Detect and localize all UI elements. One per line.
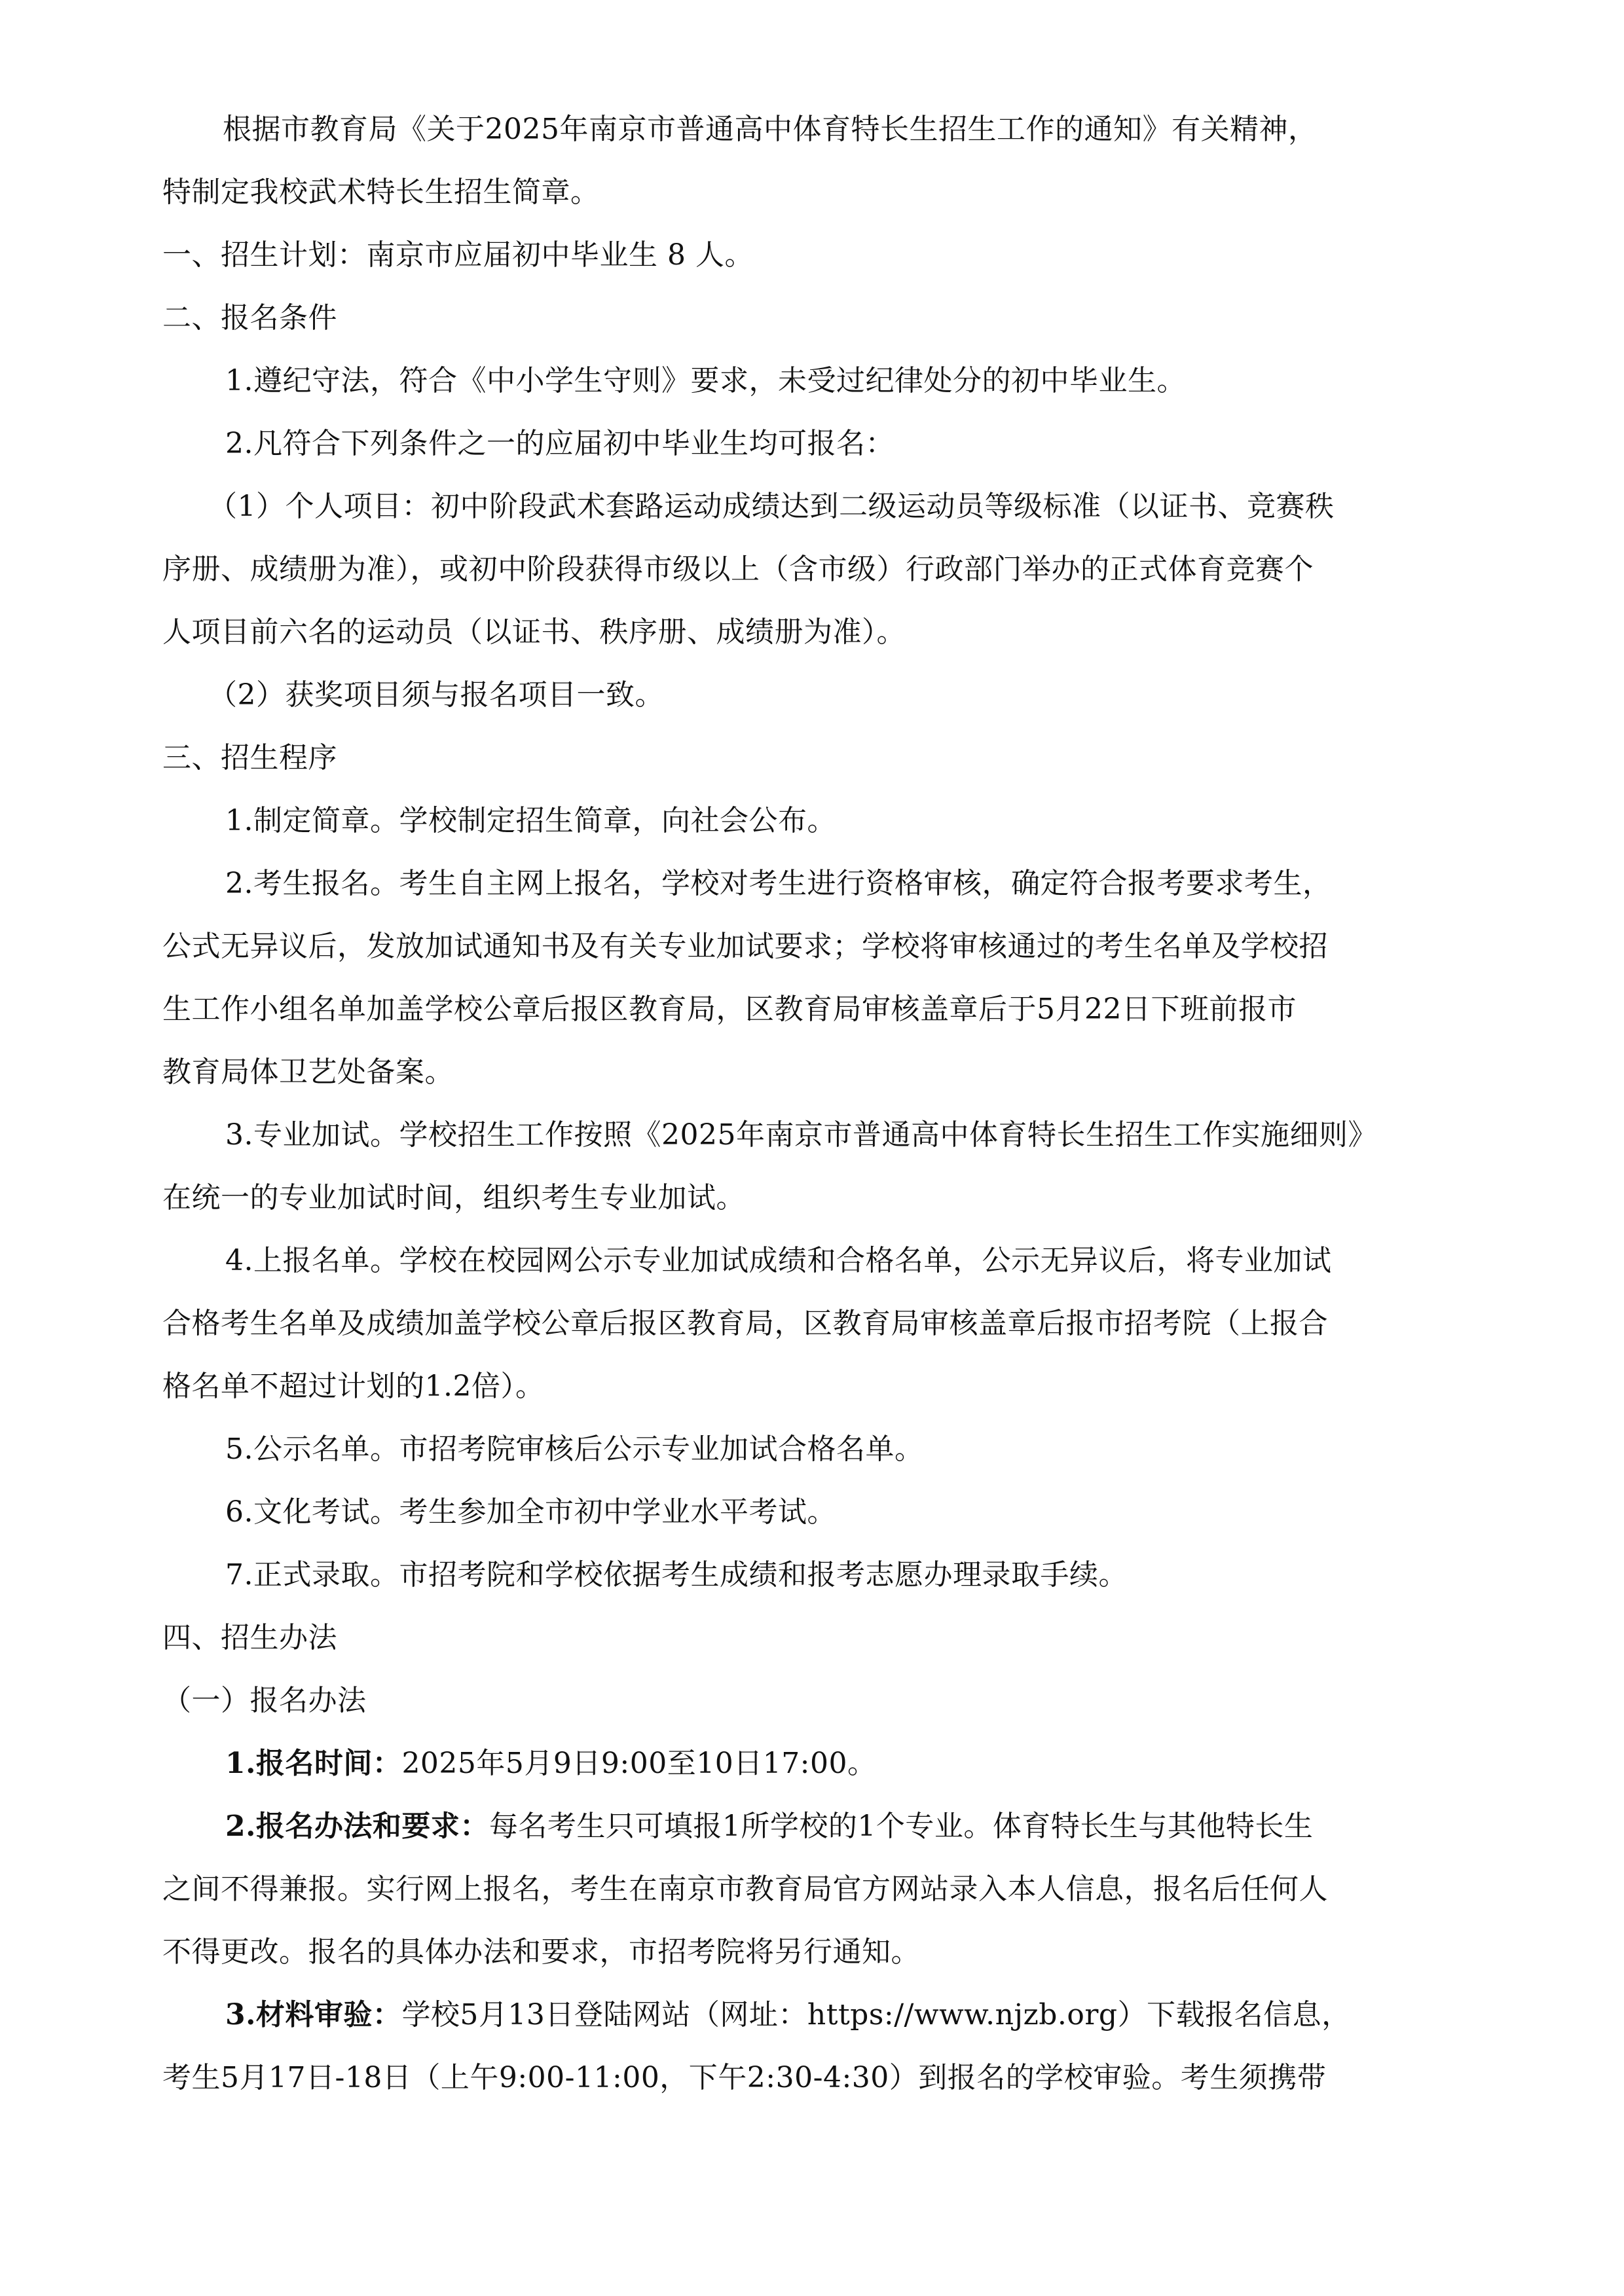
section-4-item-3-label: 3.材料审验：: [225, 1998, 402, 2032]
section-4-item-2-line-1: [162, 1795, 1466, 1858]
section-4-item-3-line-1: [162, 1984, 1466, 2047]
section-2-sub-1-line-2: 序册、成绩册为准），或初中阶段获得市级以上（含市级）行政部门举办的正式体育竞赛个: [162, 553, 1314, 586]
section-3-step-5: 5.公示名单。市招考院审核后公示专业加试合格名单。: [225, 1432, 924, 1466]
section-3-step-2-line-3: 生工作小组名单加盖学校公章后报区教育局，区教育局审核盖章后于5月22日下班前报市: [162, 993, 1297, 1026]
section-3-step-3-line-2: 在统一的专业加试时间，组织考生专业加试。: [162, 1181, 745, 1214]
section-1-heading: 一、招生计划：: [162, 238, 367, 272]
section-2-item-2: 2.凡符合下列条件之一的应届初中毕业生均可报名：: [225, 427, 895, 460]
section-3-step-4-line-3: 格名单不超过计划的1.2倍）。: [162, 1370, 545, 1403]
section-3-step-1: 1.制定简章。学校制定招生简章，向社会公布。: [225, 804, 836, 837]
document-body: [162, 98, 1466, 2109]
section-4-item-1-text: 2025年5月9日9:00至10日17:00。: [401, 1747, 877, 1780]
section-2-sub-2: （2）获奖项目须与报名项目一致。: [208, 678, 664, 712]
section-4-item-2-line-2: 之间不得兼报。实行网上报名，考生在南京市教育局官方网站录入本人信息，报名后任何人: [162, 1872, 1328, 1906]
section-4-item-1: [162, 1732, 1466, 1795]
section-4-sub-heading: （一）报名办法: [162, 1684, 367, 1717]
section-2-sub-1-line-3: 人项目前六名的运动员（以证书、秩序册、成绩册为准）。: [162, 615, 906, 649]
section-4-heading: 四、招生办法: [162, 1621, 337, 1654]
section-3-step-2-line-1: 2.考生报名。考生自主网上报名，学校对考生进行资格审核，确定符合报考要求考生，: [225, 867, 1332, 900]
section-1-text: 南京市应届初中毕业生 8 人。: [366, 238, 754, 272]
section-3-step-6: 6.文化考试。考生参加全市初中学业水平考试。: [225, 1495, 836, 1529]
section-4-item-1-label: 1.报名时间：: [225, 1747, 402, 1780]
intro-line-1: 根据市教育局《关于2025年南京市普通高中体育特长生招生工作的通知》有关精神，: [223, 113, 1318, 146]
intro-line-2: 特制定我校武术特长生招生简章。: [162, 175, 600, 209]
section-3-step-2-line-4: 教育局体卫艺处备案。: [162, 1055, 454, 1089]
section-1-line: [162, 224, 1466, 287]
section-4-item-2-label: 2.报名办法和要求：: [225, 1810, 489, 1843]
section-3-step-4-line-2: 合格考生名单及成绩加盖学校公章后报区教育局，区教育局审核盖章后报市招考院（上报合: [162, 1307, 1328, 1340]
section-4-item-3-line-2: 考生5月17日-18日（上午9:00-11:00，下午2:30-4:30）到报名的学校审验。考生须携带: [162, 2061, 1327, 2094]
section-3-step-2-line-2: 公式无异议后，发放加试通知书及有关专业加试要求；学校将审核通过的考生名单及学校招: [162, 930, 1328, 963]
section-3-step-7: 7.正式录取。市招考院和学校依据考生成绩和报考志愿办理录取手续。: [225, 1558, 1128, 1592]
section-3-step-4-line-1: 4.上报名单。学校在校园网公示专业加试成绩和合格名单，公示无异议后，将专业加试: [225, 1244, 1332, 1277]
section-2-item-1: 1.遵纪守法，符合《中小学生守则》要求，未受过纪律处分的初中毕业生。: [225, 364, 1186, 397]
section-4-item-2-text-1: 每名考生只可填报1所学校的1个专业。体育特长生与其他特长生: [489, 1810, 1314, 1843]
section-4-item-2-line-3: 不得更改。报名的具体办法和要求，市招考院将另行通知。: [162, 1935, 920, 1969]
section-3-step-3-line-1: 3.专业加试。学校招生工作按照《2025年南京市普通高中体育特长生招生工作实施细则》: [225, 1118, 1377, 1152]
section-2-sub-1-line-1: （1）个人项目：初中阶段武术套路运动成绩达到二级运动员等级标准（以证书、竞赛秩: [208, 490, 1335, 523]
section-2-heading: 二、报名条件: [162, 301, 337, 335]
section-3-heading: 三、招生程序: [162, 741, 337, 774]
section-4-item-3-text-1: 学校5月13日登陆网站（网址：https://www.njzb.org）下载报名信息，: [401, 1998, 1351, 2032]
